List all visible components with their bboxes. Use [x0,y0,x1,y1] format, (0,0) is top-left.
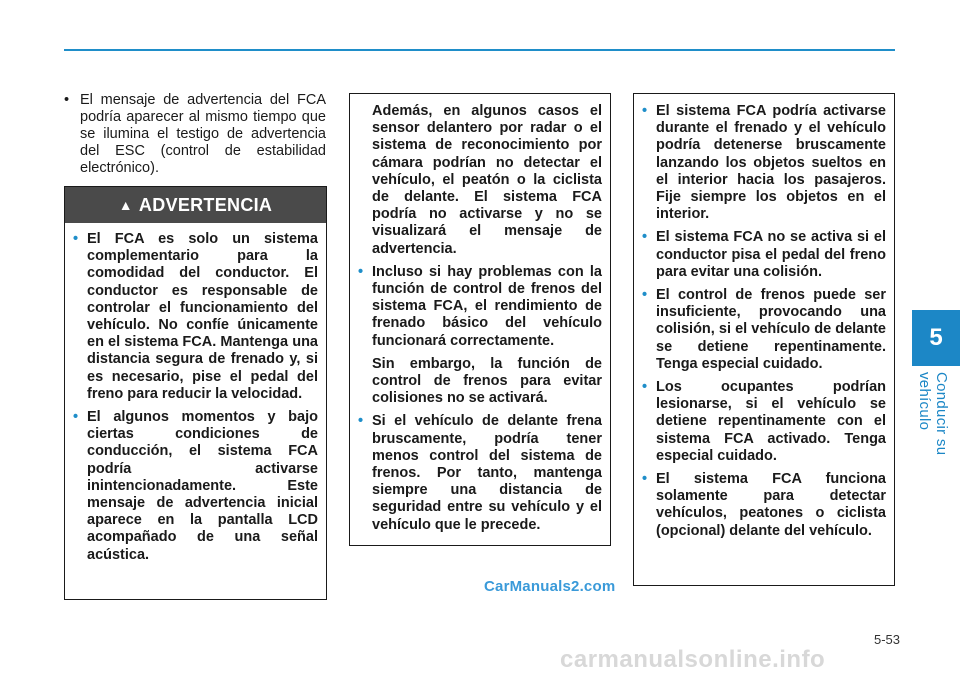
list-item [358,264,602,350]
followup-paragraph: Sin embargo, la función de control de frenos para evitar colisiones no se activará. [372,355,602,407]
bullet: • [358,413,364,430]
list-item-text: Los ocupantes podrían lesionarse, si el vehículo se detiene repentinamente con el sistema FCA activado. Tenga especial cuidado. [656,379,886,464]
list-item [642,103,886,223]
bullet: • [642,471,648,488]
list-item [642,287,886,373]
list-item-text: El sistema FCA funciona solamente para detectar vehículos, peatones o ciclista (opcional) delante del vehículo. [656,471,886,539]
chapter-tab: 5 [912,310,960,366]
intro-paragraph [64,92,326,177]
page-number: 5-53 [873,632,900,647]
list-item-text: El algunos momentos y bajo ciertas condiciones de conducción, el sistema FCA podría activarse inintencionadamente. Este mensaje de advertencia inicial aparece en la pantalla LCD acompañado de una señal acústica. [87,409,318,563]
bullet: • [642,287,648,304]
list-item-text: El control de frenos puede ser insuficiente, provocando una colisión, si el vehículo de delante se detiene repentinamente. Tenga especial cuidado. [656,287,886,372]
list-item-text: El sistema FCA no se activa si el conductor pisa el pedal del freno para evitar una colisión. [656,229,886,280]
column2-body [350,94,610,534]
intro-text: El mensaje de advertencia del FCA podría aparecer al mismo tiempo que se ilumina el testigo de advertencia del ESC (control de estabilidad electrónico). [80,92,326,176]
warning-box-continued [349,93,611,546]
bullet: • [642,229,648,246]
warning-body [65,223,326,564]
list-item [642,471,886,540]
column3-body [634,94,894,540]
warning-box [64,186,327,600]
list-item [642,229,886,281]
bullet: • [64,92,70,108]
warning-header [65,187,326,223]
lead-paragraph: Además, en algunos casos el sensor delantero por radar o el sistema de reconocimiento por cámara podrían no detectar el vehículo, el peatón o la ciclista de delante. El sistema FCA podría no activarse y no se visualizará el mensaje de advertencia. [372,103,602,257]
watermark-link[interactable]: CarManuals2.com [484,578,616,595]
list-item [73,409,318,564]
bullet: • [642,103,648,119]
chapter-title: Conducir su vehículo [916,372,950,456]
bullet: • [358,263,364,280]
warning-title: ADVERTENCIA [138,194,273,215]
header-rule [64,49,895,51]
bullet: • [73,409,79,426]
list-item [73,231,318,403]
list-item [358,413,602,533]
warning-box-continued-2 [633,93,895,586]
warning-triangle-icon: ▲ [118,197,133,213]
list-item-text: El FCA es solo un sistema complementario para la comodidad del conductor. El conductor es responsable de controlar el funcionamiento del vehículo. No confíe únicamente en el sistema FCA. Mantenga una distancia segura de frenado y, si es necesario, pise el pedal del freno para reducir la velocidad. [87,231,318,402]
list-item-text: El sistema FCA podría activarse durante el frenado y el vehículo podría detenerse bruscamente lanzando los objetos sueltos en el interior hacia los pasajeros. Fije siempre los objetos en el interior. [656,103,886,223]
bullet: • [642,379,648,396]
list-item-text: Incluso si hay problemas con la función de control de frenos del sistema FCA, el rendimiento de frenado básico del vehículo funcionará correctamente. [372,263,602,349]
bullet: • [73,231,79,247]
footer-watermark: carmanualsonline.info [560,646,826,673]
list-item [642,379,886,465]
list-item-text: Si el vehículo de delante frena bruscamente, podría tener menos control del sistema de frenos. Por tanto, mantenga siempre una distancia de seguridad entre su vehículo y el vehículo que le precede. [372,413,602,533]
